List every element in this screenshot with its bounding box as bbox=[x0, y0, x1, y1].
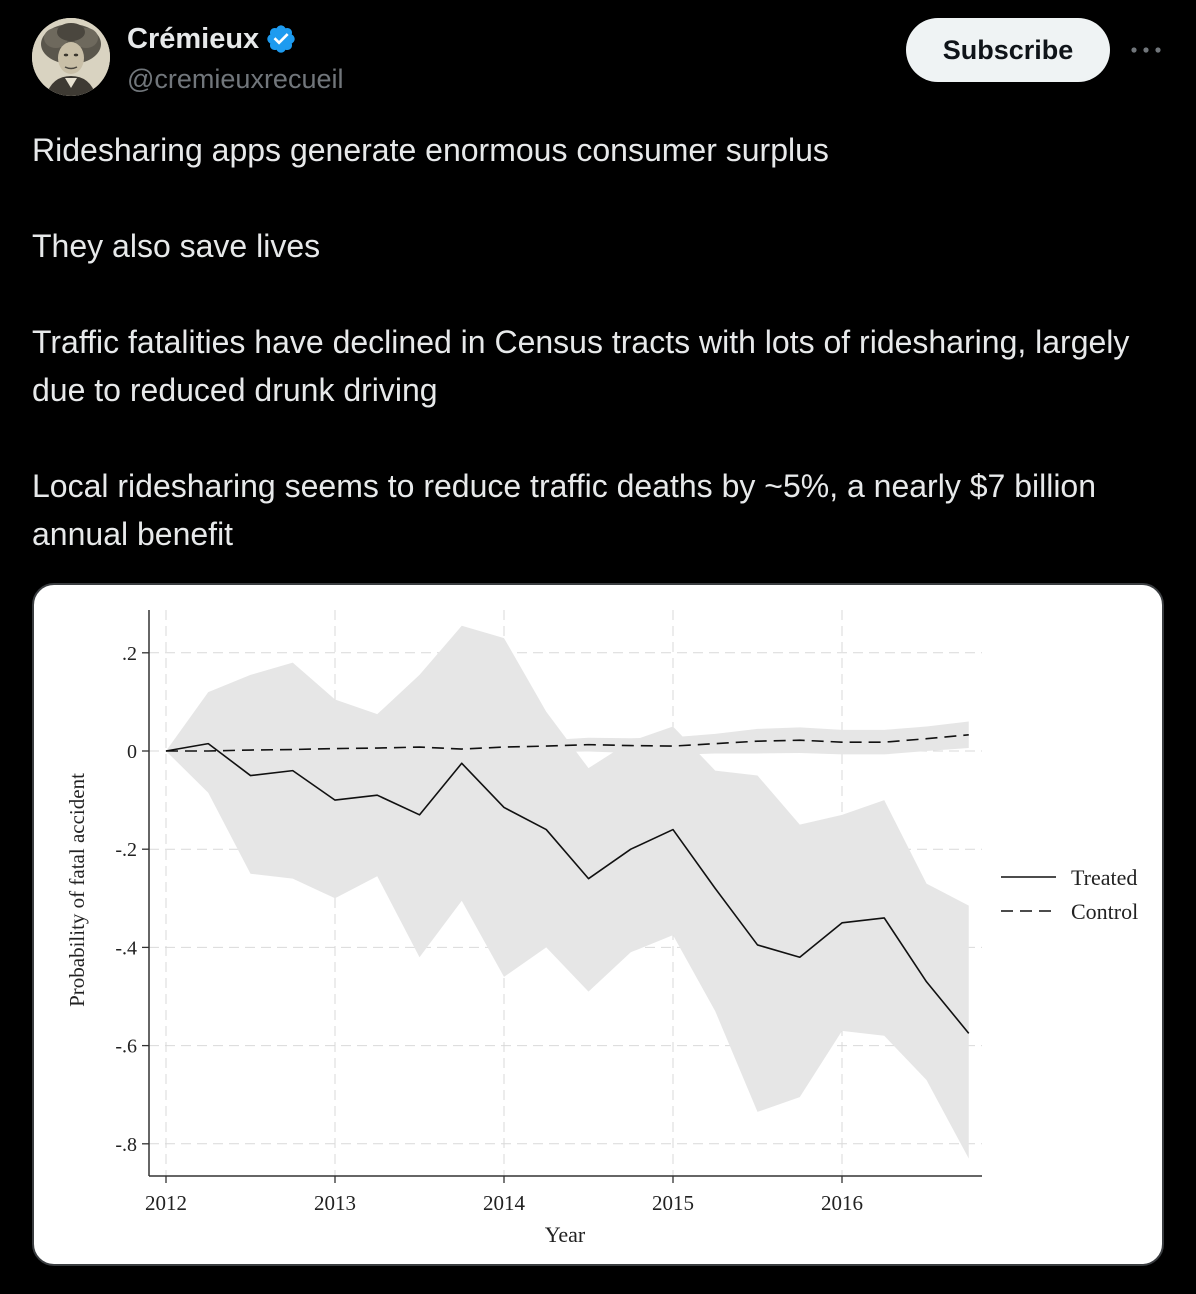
tweet-paragraph: Local ridesharing seems to reduce traffic deaths by ~5%, a nearly $7 billion annual benefit bbox=[32, 468, 1097, 552]
x-tick-label: 2012 bbox=[145, 1191, 187, 1215]
author-handle[interactable]: @cremieuxrecueil bbox=[127, 64, 344, 94]
x-axis-label: Year bbox=[544, 1222, 586, 1247]
y-tick-label: -.4 bbox=[115, 937, 137, 960]
subscribe-button[interactable]: Subscribe bbox=[906, 18, 1110, 82]
verified-badge-icon bbox=[265, 23, 297, 55]
chart bbox=[34, 585, 1162, 1264]
legend-label-control: Control bbox=[1071, 899, 1139, 924]
y-tick-label: -.8 bbox=[115, 1133, 137, 1156]
media-image[interactable] bbox=[32, 583, 1164, 1266]
x-tick-label: 2013 bbox=[314, 1191, 356, 1215]
avatar-portrait bbox=[32, 18, 110, 96]
avatar[interactable] bbox=[32, 18, 110, 96]
tweet-paragraph: They also save lives bbox=[32, 228, 321, 264]
tweet-paragraph: Ridesharing apps generate enormous consumer surplus bbox=[32, 132, 829, 168]
author-name[interactable]: Crémieux bbox=[127, 23, 260, 55]
chart-legend bbox=[1001, 865, 1138, 924]
y-tick-label: 0 bbox=[127, 741, 137, 763]
x-tick-label: 2016 bbox=[821, 1191, 863, 1215]
tweet-paragraph: Traffic fatalities have declined in Census tracts with lots of ridesharing, largely due to reduced drunk driving bbox=[32, 324, 1130, 408]
confidence-band-treated bbox=[166, 626, 969, 1159]
more-horizontal-icon bbox=[1129, 46, 1163, 54]
author-name-row[interactable] bbox=[127, 21, 297, 57]
legend-label-treated: Treated bbox=[1071, 865, 1138, 890]
y-tick-label: .2 bbox=[122, 642, 137, 665]
y-axis-label: Probability of fatal accident bbox=[65, 773, 89, 1007]
tweet-text bbox=[32, 126, 1162, 558]
y-tick-label: -.2 bbox=[115, 839, 137, 862]
x-tick-label: 2015 bbox=[652, 1191, 694, 1215]
more-button[interactable] bbox=[1126, 34, 1166, 66]
y-tick-label: -.6 bbox=[115, 1035, 137, 1058]
x-tick-label: 2014 bbox=[483, 1191, 525, 1215]
